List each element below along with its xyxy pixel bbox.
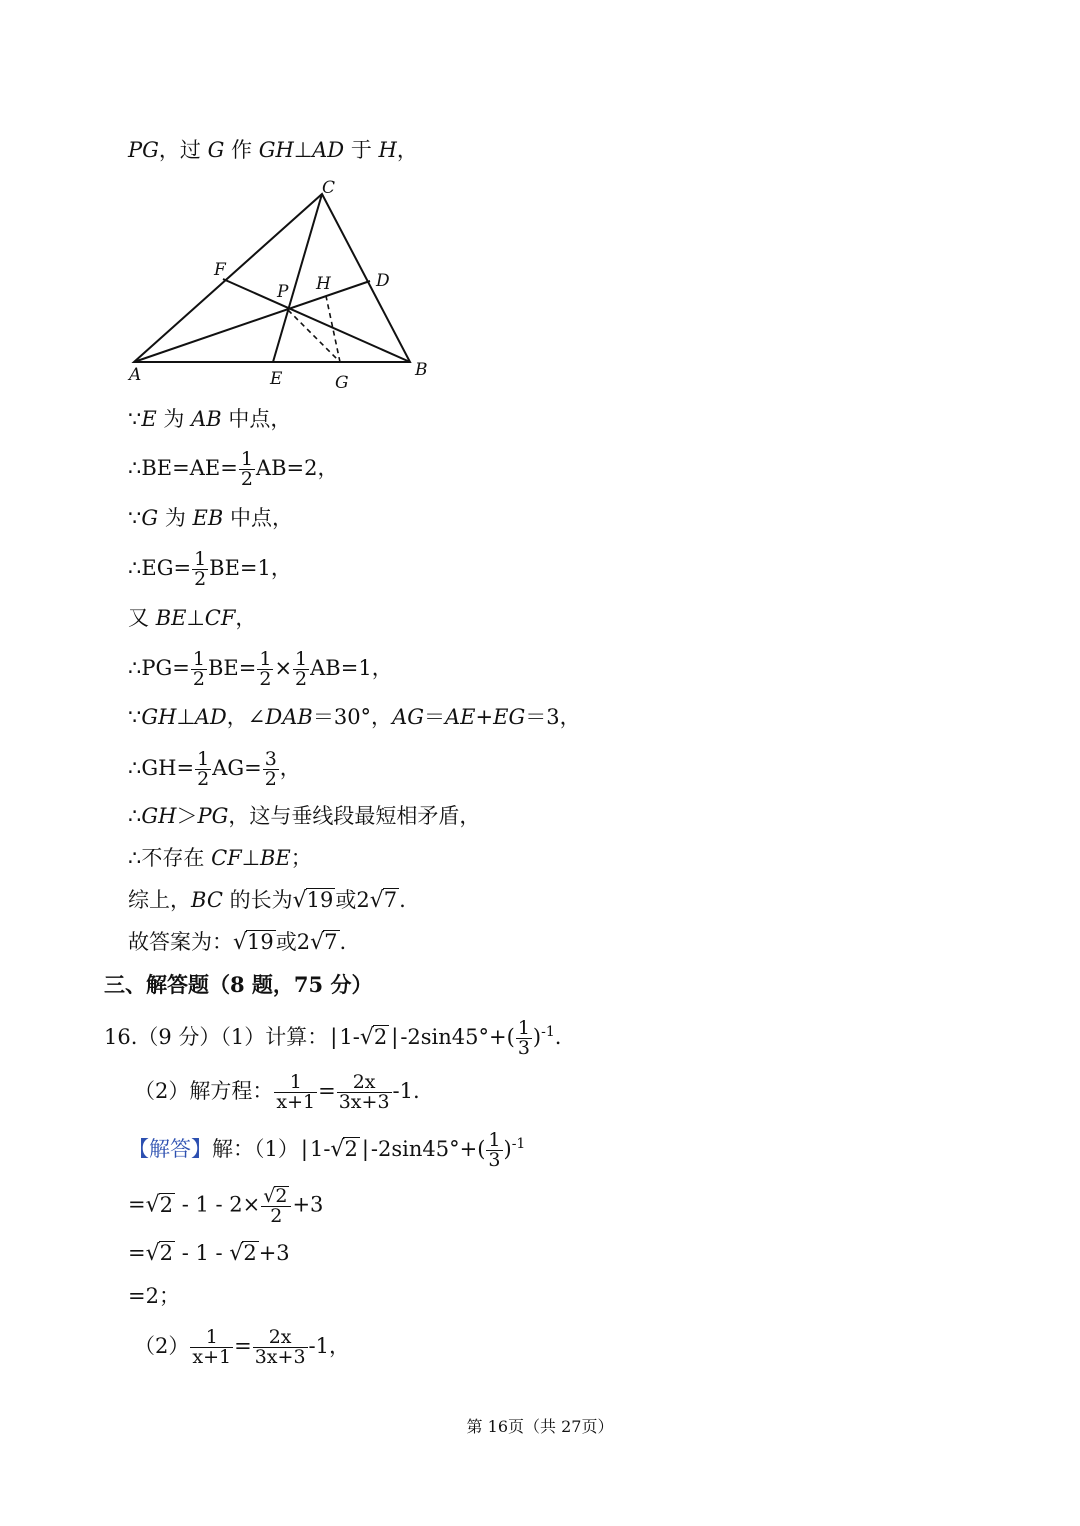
question-16-part1 xyxy=(104,1018,561,1058)
therefore-symbol: ∴ xyxy=(128,804,142,828)
times-symbol: × xyxy=(274,656,293,680)
text: 1- xyxy=(309,1137,331,1161)
fraction xyxy=(239,450,255,489)
because-symbol: ∵ xyxy=(128,705,142,729)
fraction xyxy=(337,1073,392,1112)
because-symbol: ∵ xyxy=(128,407,142,431)
abs-bar-icon: | xyxy=(391,1025,399,1049)
text: ＝ xyxy=(424,705,446,729)
label-d: D xyxy=(376,271,390,291)
line-gh xyxy=(128,750,301,789)
fraction xyxy=(253,1328,308,1367)
text: 为 xyxy=(156,407,192,431)
page-footer: 第 16页（共 27页） xyxy=(466,1417,614,1436)
line-answer xyxy=(128,928,346,957)
question-16-part2 xyxy=(134,1073,420,1112)
text: = xyxy=(318,1079,336,1103)
denominator: 2 xyxy=(240,468,253,490)
step-3: =2； xyxy=(128,1284,180,1308)
text: 或 xyxy=(275,930,297,954)
fraction xyxy=(191,650,207,689)
text: ＞ xyxy=(176,804,198,828)
text: 1- xyxy=(339,1025,360,1049)
triangle-abc xyxy=(134,194,410,362)
denominator: x+1 xyxy=(276,1091,316,1113)
text: ， xyxy=(279,756,301,780)
text: EG= xyxy=(141,556,192,580)
radicand: 2 xyxy=(159,1192,174,1217)
denominator: 2 xyxy=(295,668,308,690)
label-f: F xyxy=(214,260,226,280)
perp-symbol: ⊥ xyxy=(241,846,260,870)
radicand: 7 xyxy=(383,888,398,912)
numerator: 1 xyxy=(488,1129,501,1151)
text: GH xyxy=(141,705,177,729)
step-4 xyxy=(134,1328,350,1367)
exponent: -1 xyxy=(511,1136,526,1152)
text: +( xyxy=(459,1137,486,1161)
text: 或 xyxy=(335,888,357,912)
therefore-symbol: ∴ xyxy=(128,456,142,480)
text: - 1 - 2× xyxy=(175,1192,261,1217)
sqrt-icon: √ xyxy=(233,930,248,955)
sqrt-icon: √ xyxy=(330,1137,345,1162)
radicand: 7 xyxy=(324,930,338,954)
text: AD xyxy=(312,138,345,162)
numerator: 1 xyxy=(190,1328,233,1348)
because-symbol: ∵ xyxy=(128,506,142,530)
text: BE=1， xyxy=(209,556,292,580)
numerator: 2x xyxy=(337,1073,392,1093)
text: 于 xyxy=(344,138,379,162)
text: 又 xyxy=(128,606,156,630)
label-p: P xyxy=(277,282,289,302)
text: +3 xyxy=(258,1241,290,1265)
text: 作 xyxy=(224,138,259,162)
answer-line xyxy=(128,1130,525,1170)
text: EB xyxy=(192,506,224,530)
text: 中点， xyxy=(223,506,293,530)
text: ； xyxy=(290,846,312,870)
text: ＝30°， xyxy=(312,705,393,729)
text: 16.（9 分）（1）计算： xyxy=(104,1025,329,1049)
radicand: 2 xyxy=(243,1241,257,1265)
text: AE xyxy=(445,705,476,729)
radicand: 2 xyxy=(159,1241,174,1265)
text: G xyxy=(207,138,225,162)
text: PG xyxy=(197,804,229,828)
text: 2 xyxy=(356,888,370,912)
numerator: 1 xyxy=(517,1017,530,1039)
text: -2sin45° xyxy=(370,1137,460,1161)
numerator: 1 xyxy=(274,1073,317,1093)
denominator: 2 xyxy=(192,668,205,690)
numerator: 1 xyxy=(194,548,207,570)
text: BE=AE= xyxy=(141,456,238,480)
line-g-midpoint xyxy=(128,504,293,532)
fraction xyxy=(190,1328,233,1367)
text: ，这与垂线段最短相矛盾， xyxy=(228,804,481,828)
text: AB=1， xyxy=(310,656,393,680)
text: AB=2， xyxy=(255,456,339,480)
line-pg xyxy=(128,650,393,689)
text: ＝3， xyxy=(525,705,581,729)
text: 解：（1） xyxy=(212,1137,299,1161)
text: AG= xyxy=(212,756,262,780)
denominator: 2 xyxy=(259,668,272,690)
denominator: 3x+3 xyxy=(254,1346,306,1368)
text: （2）解方程： xyxy=(134,1079,274,1103)
text: . xyxy=(339,930,347,954)
label-a: A xyxy=(129,365,142,385)
line-eg xyxy=(128,550,292,589)
sqrt-icon: √ xyxy=(310,930,325,955)
abs-bar-icon: | xyxy=(300,1137,308,1161)
text: BC xyxy=(191,888,223,912)
text: ) xyxy=(503,1137,512,1161)
sqrt-icon: √ xyxy=(359,1025,374,1050)
label-e: E xyxy=(270,369,283,389)
numerator: 3 xyxy=(264,748,277,770)
therefore-symbol: ∴ xyxy=(128,656,142,680)
text: BE xyxy=(260,846,291,870)
text: -1. xyxy=(392,1079,420,1103)
fraction xyxy=(293,650,309,689)
perp-symbol: ⊥ xyxy=(176,705,195,729)
sqrt-icon: √ xyxy=(292,888,307,913)
therefore-symbol: ∴ xyxy=(128,756,142,780)
text: = xyxy=(128,1192,146,1217)
radicand: 2 xyxy=(373,1025,388,1049)
perp-symbol: ⊥ xyxy=(293,138,313,162)
text: BE= xyxy=(207,656,257,680)
text: BE xyxy=(155,606,187,630)
text: 的长为 xyxy=(222,888,293,912)
text: AG xyxy=(392,705,425,729)
text: PG= xyxy=(141,656,190,680)
text: AD xyxy=(194,705,227,729)
fraction xyxy=(195,750,211,789)
radicand: 2 xyxy=(344,1137,358,1161)
sqrt-icon: √ xyxy=(369,888,384,913)
text: GH xyxy=(258,138,294,162)
numerator: 1 xyxy=(197,748,210,770)
numerator: 1 xyxy=(192,648,205,670)
text: 故答案为： xyxy=(128,930,233,954)
text: -2sin45° xyxy=(400,1025,490,1049)
numerator xyxy=(261,1186,291,1207)
text: ，过 xyxy=(158,138,208,162)
label-h: H xyxy=(316,274,331,294)
triangle-figure xyxy=(120,172,440,394)
segment-pg-dashed xyxy=(288,310,340,362)
text: PG xyxy=(128,138,159,162)
text: 为 xyxy=(158,506,193,530)
sqrt-icon: √ xyxy=(263,1185,276,1207)
line-summary xyxy=(128,886,406,915)
label-c: C xyxy=(322,178,336,198)
text: + xyxy=(475,705,494,729)
text: . xyxy=(399,888,406,912)
fraction xyxy=(274,1073,317,1112)
line-be-ae xyxy=(128,450,338,489)
label-g: G xyxy=(335,373,349,393)
section-heading: 三、解答题（8 题，75 分） xyxy=(104,972,373,997)
fraction xyxy=(261,1186,291,1226)
text: 中点， xyxy=(221,407,292,431)
fraction xyxy=(257,650,273,689)
text: . xyxy=(554,1025,562,1049)
text: AB xyxy=(191,407,222,431)
text: CF xyxy=(204,606,236,630)
text: CF xyxy=(211,846,242,870)
text: G xyxy=(141,506,159,530)
denominator: 2 xyxy=(264,768,277,790)
denominator: 2 xyxy=(270,1205,283,1227)
denominator: 3x+3 xyxy=(338,1091,390,1113)
text: H xyxy=(378,138,397,162)
text: 综上， xyxy=(128,888,191,912)
sqrt-icon: √ xyxy=(229,1241,244,1266)
fraction xyxy=(263,750,279,789)
text: E xyxy=(141,407,157,431)
denominator: 3 xyxy=(488,1149,501,1171)
fraction xyxy=(486,1131,502,1170)
text: - 1 - xyxy=(175,1241,230,1265)
denominator: x+1 xyxy=(192,1346,232,1368)
text: ) xyxy=(532,1025,542,1049)
denominator: 3 xyxy=(517,1037,530,1059)
numerator: 1 xyxy=(295,648,308,670)
line-not-exist xyxy=(128,844,312,872)
radicand: 19 xyxy=(247,930,274,954)
denominator: 2 xyxy=(194,568,207,590)
text: ， xyxy=(235,606,257,630)
sqrt-icon: √ xyxy=(145,1192,160,1218)
text: 不存在 xyxy=(141,846,212,870)
text: DAB xyxy=(265,705,313,729)
sqrt-icon: √ xyxy=(145,1241,160,1266)
text: 2 xyxy=(296,930,311,954)
radicand: 2 xyxy=(275,1185,288,1207)
step-1 xyxy=(128,1186,323,1226)
text: GH xyxy=(141,804,177,828)
fraction xyxy=(192,550,208,589)
abs-bar-icon: | xyxy=(361,1137,369,1161)
line-gh-perp-ad xyxy=(128,703,581,731)
segment-ad xyxy=(134,281,370,362)
text: （2） xyxy=(134,1334,190,1358)
step-2 xyxy=(128,1239,290,1268)
abs-bar-icon: | xyxy=(330,1025,338,1049)
text: EG xyxy=(493,705,526,729)
text: ，∠ xyxy=(226,705,266,729)
text: = xyxy=(128,1241,146,1265)
denominator: 2 xyxy=(197,768,210,790)
perp-symbol: ⊥ xyxy=(186,606,205,630)
numerator: 1 xyxy=(259,648,272,670)
fraction xyxy=(516,1019,532,1058)
answer-tag: 【解答】 xyxy=(128,1137,212,1161)
therefore-symbol: ∴ xyxy=(128,556,142,580)
numerator: 2x xyxy=(253,1328,308,1348)
label-b: B xyxy=(415,360,428,380)
numerator: 1 xyxy=(240,448,253,470)
text: ， xyxy=(396,138,418,162)
radicand: 19 xyxy=(306,888,334,912)
text: = xyxy=(234,1334,252,1358)
line-e-midpoint xyxy=(128,405,291,433)
text: +( xyxy=(489,1025,515,1049)
therefore-symbol: ∴ xyxy=(128,846,142,870)
text: -1， xyxy=(308,1334,350,1358)
line-be-perp-cf xyxy=(128,604,256,632)
text: +3 xyxy=(292,1192,324,1217)
line-pg-gh xyxy=(128,136,418,164)
line-contradiction xyxy=(128,802,480,830)
text: GH= xyxy=(141,756,195,780)
exponent: -1 xyxy=(541,1024,555,1040)
